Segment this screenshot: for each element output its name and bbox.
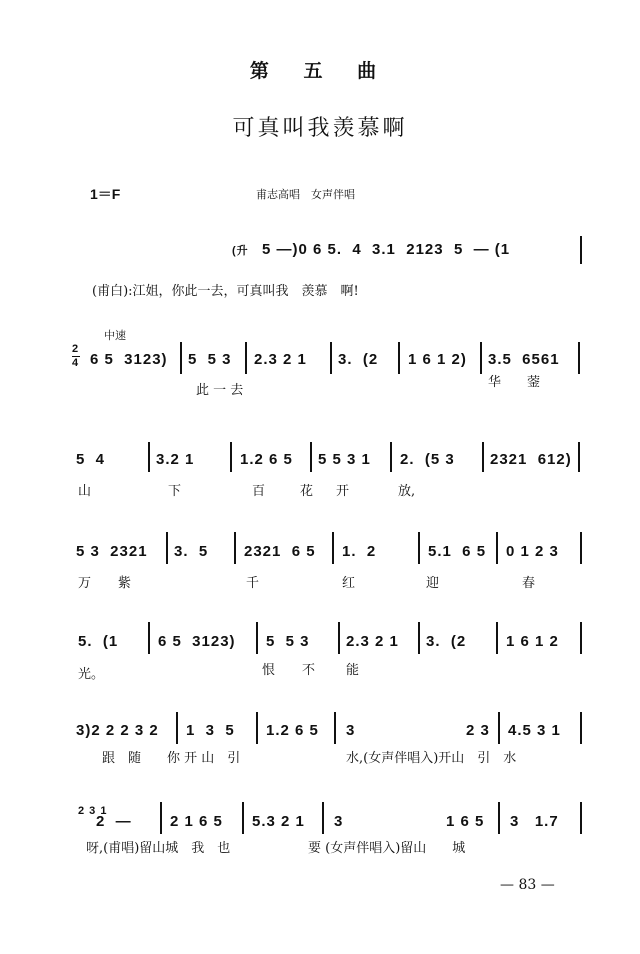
time-signature-top: 2 bbox=[72, 343, 79, 355]
lyric-phrase: 呀,(甫唱)留山城 我 也 bbox=[86, 841, 231, 856]
measure: 3 bbox=[334, 813, 344, 830]
measure: 2.3 2 1 bbox=[346, 633, 399, 650]
bar-line bbox=[496, 532, 498, 564]
bar-line bbox=[334, 712, 336, 744]
time-signature-bottom: 4 bbox=[72, 357, 79, 369]
bar-line bbox=[338, 622, 340, 654]
measure: 3)2 2 2 3 2 bbox=[76, 722, 159, 739]
bar-line bbox=[418, 532, 420, 564]
measure: 2.3 2 1 bbox=[254, 351, 307, 368]
lyric-phrase: 水,(女声伴唱入)开山 引 水 bbox=[346, 751, 517, 766]
measure: 1 6 5 bbox=[446, 813, 485, 830]
measure: 5 4 bbox=[76, 451, 106, 468]
lyric-word: 开 bbox=[336, 484, 350, 499]
lyric-word: 千 bbox=[246, 576, 260, 591]
lyric-word: 花 bbox=[300, 484, 314, 499]
bar-line bbox=[230, 442, 232, 472]
measure: 3 bbox=[346, 722, 356, 739]
bar-line bbox=[482, 442, 484, 472]
measure: 1 6 1 2 bbox=[506, 633, 559, 650]
modulation-mark: (升 bbox=[232, 245, 249, 257]
bar-line bbox=[390, 442, 392, 472]
measure: 5 5 3 bbox=[188, 351, 232, 368]
measure: 1 6 1 2) bbox=[408, 351, 467, 368]
measure: 5 5 3 1 bbox=[318, 451, 371, 468]
measure: 4.5 3 1 bbox=[508, 722, 561, 739]
measure: 3.2 1 bbox=[156, 451, 195, 468]
measure: 1.2 6 5 bbox=[240, 451, 293, 468]
bar-line bbox=[580, 802, 582, 834]
bar-line bbox=[245, 342, 247, 374]
bar-line bbox=[234, 532, 236, 564]
bar-line bbox=[580, 236, 582, 264]
measure: 6 5 3123) bbox=[90, 351, 168, 368]
bar-line bbox=[418, 622, 420, 654]
lyric-word: 万 bbox=[78, 576, 92, 591]
measure: 6 5 3123) bbox=[158, 633, 236, 650]
measure: 3. (2 bbox=[338, 351, 379, 368]
bar-line bbox=[578, 442, 580, 472]
bar-line bbox=[160, 802, 162, 834]
bar-line bbox=[148, 622, 150, 654]
bar-line bbox=[580, 622, 582, 654]
measure: 5.3 2 1 bbox=[252, 813, 305, 830]
bar-line bbox=[256, 712, 258, 744]
lyric-phrase: 要 (女声伴唱入)留山 城 bbox=[308, 841, 466, 856]
measure: 2 3 bbox=[466, 722, 490, 739]
lyric-phrase: 此 一 去 bbox=[196, 383, 244, 398]
measure: 3 1.7 bbox=[510, 813, 559, 830]
lyric-phrase: 华 蓥 bbox=[488, 375, 541, 390]
lyric-word: 春 bbox=[522, 576, 536, 591]
bar-line bbox=[242, 802, 244, 834]
bar-line bbox=[330, 342, 332, 374]
measure: 2 — bbox=[96, 813, 132, 830]
bar-line bbox=[580, 532, 582, 564]
measure: 1. 2 bbox=[342, 543, 377, 560]
performers-note: 甫志高唱 女声伴唱 bbox=[256, 188, 355, 201]
bar-line bbox=[322, 802, 324, 834]
bar-line bbox=[498, 712, 500, 744]
bar-line bbox=[176, 712, 178, 744]
measure: 5 3 2321 bbox=[76, 543, 148, 560]
measure: 2321 612) bbox=[490, 451, 572, 468]
measure: 5.1 6 5 bbox=[428, 543, 487, 560]
measure: 2321 6 5 bbox=[244, 543, 316, 560]
notes-line: 5 —)0 6 5. 4 3.1 2123 5 — (1 bbox=[262, 241, 511, 258]
measure: 3. (2 bbox=[426, 633, 467, 650]
lyric-word: 迎 bbox=[426, 576, 440, 591]
measure: 2. (5 3 bbox=[400, 451, 455, 468]
measure: 3. 5 bbox=[174, 543, 209, 560]
tempo-mark: 中速 bbox=[104, 329, 126, 342]
page-number: — 83 — bbox=[500, 877, 555, 893]
measure: 3.5 6561 bbox=[488, 351, 560, 368]
measure: 5. (1 bbox=[78, 633, 119, 650]
measure: 0 1 2 3 bbox=[506, 543, 559, 560]
measure: 5 5 3 bbox=[266, 633, 310, 650]
lyric-word: 恨 bbox=[262, 663, 276, 678]
lyric-word: 不 bbox=[302, 663, 316, 678]
lyric-word: 光。 bbox=[78, 667, 105, 682]
bar-line bbox=[498, 802, 500, 834]
bar-line bbox=[256, 622, 258, 654]
bar-line bbox=[578, 342, 580, 374]
bar-line bbox=[480, 342, 482, 374]
bar-line bbox=[310, 442, 312, 472]
song-title: 可真叫我羡慕啊 bbox=[232, 116, 408, 141]
lyric-word: 红 bbox=[342, 576, 356, 591]
lyric-word: 山 bbox=[78, 484, 92, 499]
bar-line bbox=[496, 622, 498, 654]
bar-line bbox=[180, 342, 182, 374]
lyric-word: 下 bbox=[168, 484, 182, 499]
measure: 1 3 5 bbox=[186, 722, 235, 739]
measure: 2 1 6 5 bbox=[170, 813, 223, 830]
time-signature bbox=[72, 344, 80, 369]
lyric-word: 能 bbox=[346, 663, 360, 678]
bar-line bbox=[166, 532, 168, 564]
bar-line bbox=[580, 712, 582, 744]
key-signature: 1＝F bbox=[90, 186, 121, 202]
grace-notes: 2 3 1 bbox=[78, 805, 108, 817]
measure: 1.2 6 5 bbox=[266, 722, 319, 739]
lyric-phrase: 跟 随 你 开 山 引 bbox=[102, 751, 241, 766]
bar-line bbox=[148, 442, 150, 472]
spoken-line: (甫白):江姐，你此一去，可真叫我 羡慕 啊! bbox=[92, 284, 359, 299]
chapter-heading: 第 五 曲 bbox=[249, 60, 391, 82]
lyric-word: 紫 bbox=[118, 576, 132, 591]
bar-line bbox=[332, 532, 334, 564]
bar-line bbox=[398, 342, 400, 374]
lyric-word: 放, bbox=[398, 484, 416, 499]
lyric-word: 百 bbox=[252, 484, 266, 499]
